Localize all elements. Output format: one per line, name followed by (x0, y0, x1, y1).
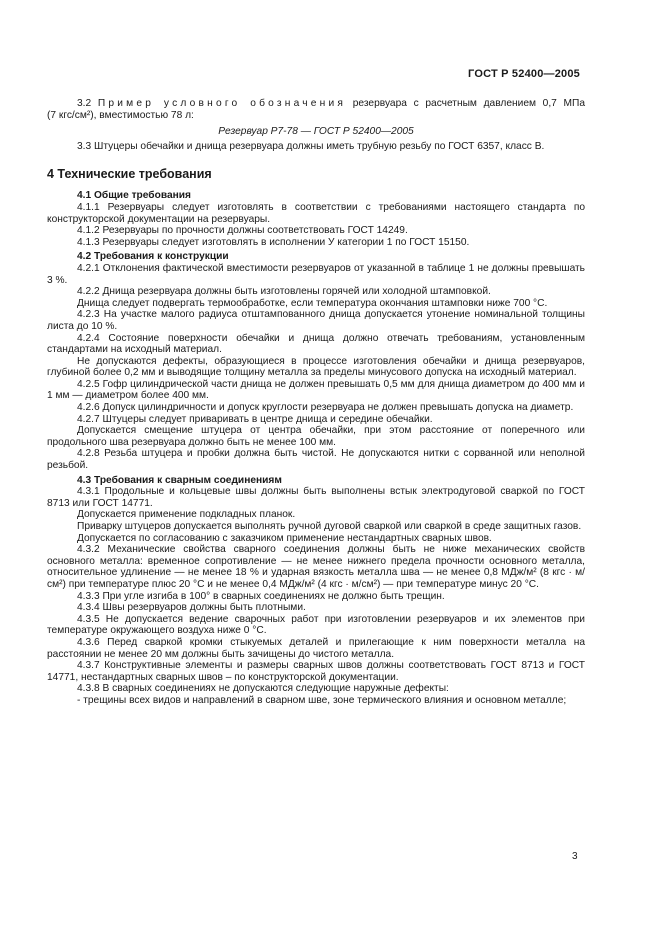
para-4-3-7: 4.3.7 Конструктивные элементы и размеры сварных швов должны соответствовать ГОСТ 8713 и ГОСТ 14771, нестандартных сварных швов – по конструкторской документации. (47, 660, 585, 683)
para-text: резервуара с расчетным давлением 0,7 МПа (346, 98, 585, 109)
spaced-phrase: Пример условного обозначения (97, 98, 347, 109)
designation-example: Резервуар Р7-78 — ГОСТ Р 52400—2005 (218, 126, 414, 138)
para-4-1-3: 4.1.3 Резервуары следует изготовлять в исполнении У категории 1 по ГОСТ 15150. (77, 236, 470, 248)
subsection-4-3: 4.3 Требования к сварным соединениям (77, 474, 282, 486)
subsection-4-2: 4.2 Требования к конструкции (77, 251, 229, 263)
para-3-2-line2: (7 кгс/см²), вместимостью 78 л: (47, 109, 194, 121)
para-4-2-5: 4.2.5 Гофр цилиндрической части днища не должен превышать 0,5 мм для днища диаметром до 400 мм и 1 мм — диаметром более 400 мм. (47, 378, 585, 402)
para-4-3-3: 4.3.3 При угле изгиба в 100° в сварных соединениях не должно быть трещин. (77, 590, 445, 602)
document-header: ГОСТ Р 52400—2005 (468, 68, 580, 80)
para-4-2-8: 4.2.8 Резьба штуцера и пробки должна быть чистой. Не допускаются нитки с сорванной или неполной резьбой. (47, 448, 585, 472)
para-4-2-4: 4.2.4 Состояние поверхности обечайки и днища должно отвечать требованиям, установленным стандартами на исходный материал. (47, 332, 585, 356)
para-4-1-2: 4.1.2 Резервуары по прочности должны соответствовать ГОСТ 14249. (77, 225, 408, 237)
para-3-3: 3.3 Штуцеры обечайки и днища резервуара должны иметь трубную резьбу по ГОСТ 6357, класс В. (77, 140, 545, 152)
page-content (47, 98, 585, 707)
para-4-3-1c: Приварку штуцеров допускается выполнять ручной дуговой сваркой или сваркой в среде защитных газов. (77, 521, 582, 532)
para-4-3-1: 4.3.1 Продольные и кольцевые швы должны быть выполнены встык электродуговой сваркой по ГОСТ 8713 или ГОСТ 14771. (47, 486, 585, 509)
para-4-3-8a: - трещины всех видов и направлений в сварном шве, зоне термического влияния и основном металле; (77, 694, 567, 706)
para-4-3-6: 4.3.6 Перед сваркой кромки стыкуемых деталей и прилегающие к ним поверхности металла на расстоянии не менее 20 мм должны быть зачищены до чистого металла. (47, 636, 585, 660)
para-4-2-2: 4.2.2 Днища резервуара должны быть изготовлены горячей или холодной штамповкой. (77, 286, 491, 298)
para-4-3-2: 4.3.2 Механические свойства сварного соединения должны быть не ниже механических свойств основного металла: временное сопротивление — не менее нижнего предела прочности основного металла, относительное удлинение — не менее 18 % и ударная вязкость металла шва — не менее 0,8 МДж/м² (8 кгс · м/см²) при температуре плюс 20 °С и не менее 0,4 МДж/м² (4 кгс · м/см²) — при температуре минус 20 °С. (47, 544, 585, 590)
para-4-2-3: 4.2.3 На участке малого радиуса отштампованного днища допускается утонение номинальной толщины листа до 10 %. (47, 309, 585, 332)
para-4-2-7: 4.2.7 Штуцеры следует приваривать в центре днища и середине обечайки. (77, 413, 433, 425)
para-4-2-4b: Не допускаются дефекты, образующиеся в процессе изготовления обечайки и днища резервуаров, глубиной более 0,2 мм и выводящие толщину металла за пределы минусового допуска на исходный материал. (47, 355, 585, 379)
para-4-3-4: 4.3.4 Швы резервуаров должны быть плотными. (77, 602, 306, 614)
para-4-2-6: 4.2.6 Допуск цилиндричности и допуск круглости резервуара не должен превышать допуска на диаметр. (77, 402, 574, 414)
para-4-1-1: 4.1.1 Резервуары следует изготовлять в соответствии с требованиями настоящего стандарта по конструкторской документации на резервуары. (47, 201, 585, 225)
subsection-4-1: 4.1 Общие требования (77, 190, 191, 202)
para-4-3-5: 4.3.5 Не допускается ведение сварочных работ при изготовлении резервуаров и их элементов при температуре окружающего воздуха ниже 0 °С. (47, 613, 585, 637)
para-4-3-8: 4.3.8 В сварных соединениях не допускаются следующие наружные дефекты: (77, 683, 449, 695)
page-number: 3 (572, 851, 578, 862)
para-3-2-line1 (47, 98, 585, 110)
para-number: 3.2 (77, 98, 98, 109)
section-4-heading: 4 Технические требования (47, 167, 212, 182)
para-4-2-7b: Допускается смещение штуцера от центра обечайки, при этом расстояние от поперечного или продольного шва резервуара должно быть не менее 100 мм. (47, 425, 585, 448)
para-4-3-1b: Допускается применение подкладных планок. (77, 509, 296, 521)
para-4-2-2b: Днища следует подвергать термообработке, если температура окончания штамповки ниже 700 °С. (77, 297, 548, 309)
para-4-2-1: 4.2.1 Отклонения фактической вместимости резервуаров от указанной в таблице 1 не должны превышать 3 %. (47, 262, 585, 286)
para-4-3-1d: Допускается по согласованию с заказчиком применение нестандартных сварных швов. (77, 532, 492, 544)
